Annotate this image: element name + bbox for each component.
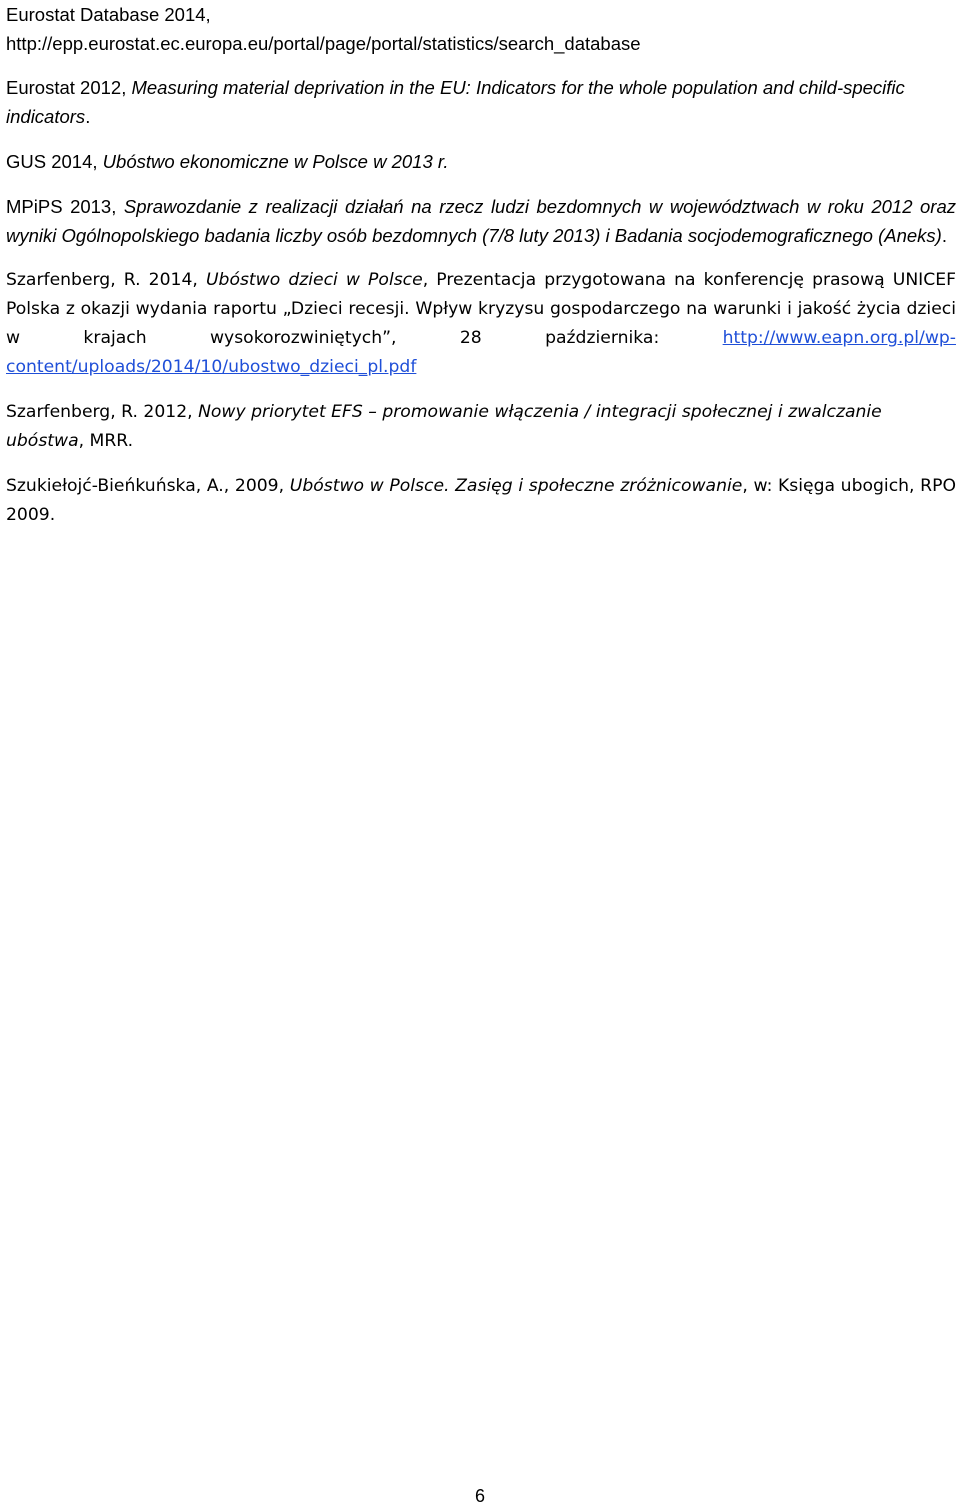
reference-text: Eurostat Database 2014, [6,4,211,25]
page-number: 6 [474,1486,485,1506]
references-page [6,0,956,530]
reference-eurostat-2012 [6,73,956,131]
reference-suffix: , w: Księga ubogich, RPO 2009. [6,476,956,525]
reference-title: Nowy priorytet EFS – promowanie włączenia / integracji społecznej i zwalczanie ubóstwa [6,402,882,451]
reference-suffix: , MRR. [78,431,134,451]
reference-author-year: Szarfenberg, R. 2014, [6,270,206,290]
reference-szarfenberg-2014 [6,266,956,382]
reference-title: Sprawozdanie z realizacji działań na rzecz ludzi bezdomnych w województwach w roku 2012 oraz wyniki Ogólnopolskiego badania liczby osób bezdomnych (7/8 luty 2013) i Badania socjodemograficznego (Aneks) [6,196,956,246]
reference-author-year: GUS 2014, [6,151,103,172]
reference-mpips-2013 [6,192,956,250]
reference-suffix: . [85,106,91,127]
reference-author-year: Eurostat 2012, [6,77,132,98]
reference-link[interactable]: http://www.eapn.org.pl/wp-content/uploads/2014/10/ubostwo_dzieci_pl.pdf [6,328,956,377]
reference-title: Ubóstwo ekonomiczne w Polsce w 2013 r. [102,151,449,172]
reference-author-year: Szukiełojć-Bieńkuńska, A., 2009, [6,476,290,496]
reference-title: Measuring material deprivation in the EU: Indicators for the whole population and child-specific indicators [6,77,905,127]
reference-author-year: Szarfenberg, R. 2012, [6,402,199,422]
reference-suffix: . [941,225,947,246]
reference-title: Ubóstwo w Polsce. Zasięg i społeczne zróżnicowanie [289,476,743,496]
reference-gus-2014 [6,147,956,176]
reference-szukielojc-2009 [6,472,956,530]
reference-url: http://epp.eurostat.ec.europa.eu/portal/page/portal/statistics/search_database [6,33,641,54]
reference-eurostat-database [6,0,956,58]
reference-szarfenberg-2012 [6,398,956,456]
reference-author-year: MPiPS 2013, [6,196,124,217]
reference-title: Ubóstwo dzieci w Polsce [205,270,423,290]
reference-description: , Prezentacja przygotowana na konferencję prasową UNICEF Polska z okazji wydania raportu „Dzieci recesji. Wpływ kryzysu gospodarczego na warunki i jakość życia dzieci w krajach wysokorozwiniętych”, 28 października: [6,270,956,348]
